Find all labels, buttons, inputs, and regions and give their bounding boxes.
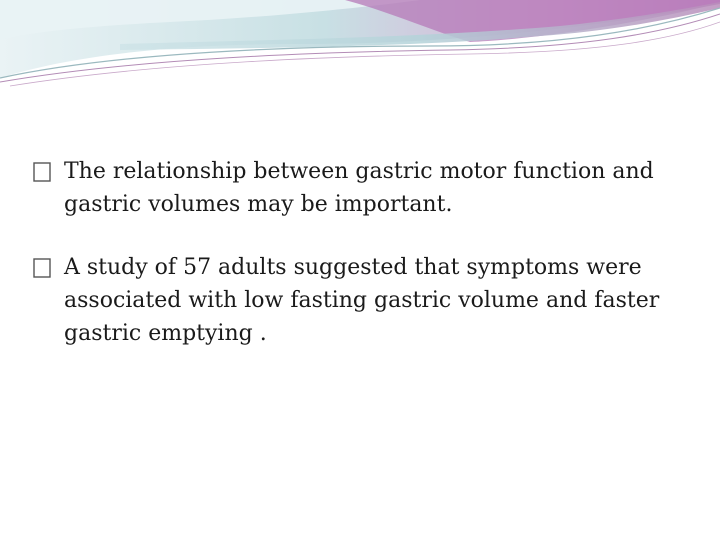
bullet-item-2 bbox=[30, 251, 680, 350]
decorative-header-banner bbox=[0, 0, 720, 90]
bullet-item-1 bbox=[30, 155, 680, 221]
bullet-text-2: A study of 57 adults suggested that symptoms were associated with low fasting gastric volume and faster gastric emptying . bbox=[64, 255, 660, 346]
bullet-list bbox=[30, 155, 680, 380]
square-bullet-icon bbox=[33, 162, 51, 182]
square-bullet-icon bbox=[33, 258, 51, 278]
bullet-text-1: The relationship between gastric motor function and gastric volumes may be important. bbox=[64, 159, 654, 217]
